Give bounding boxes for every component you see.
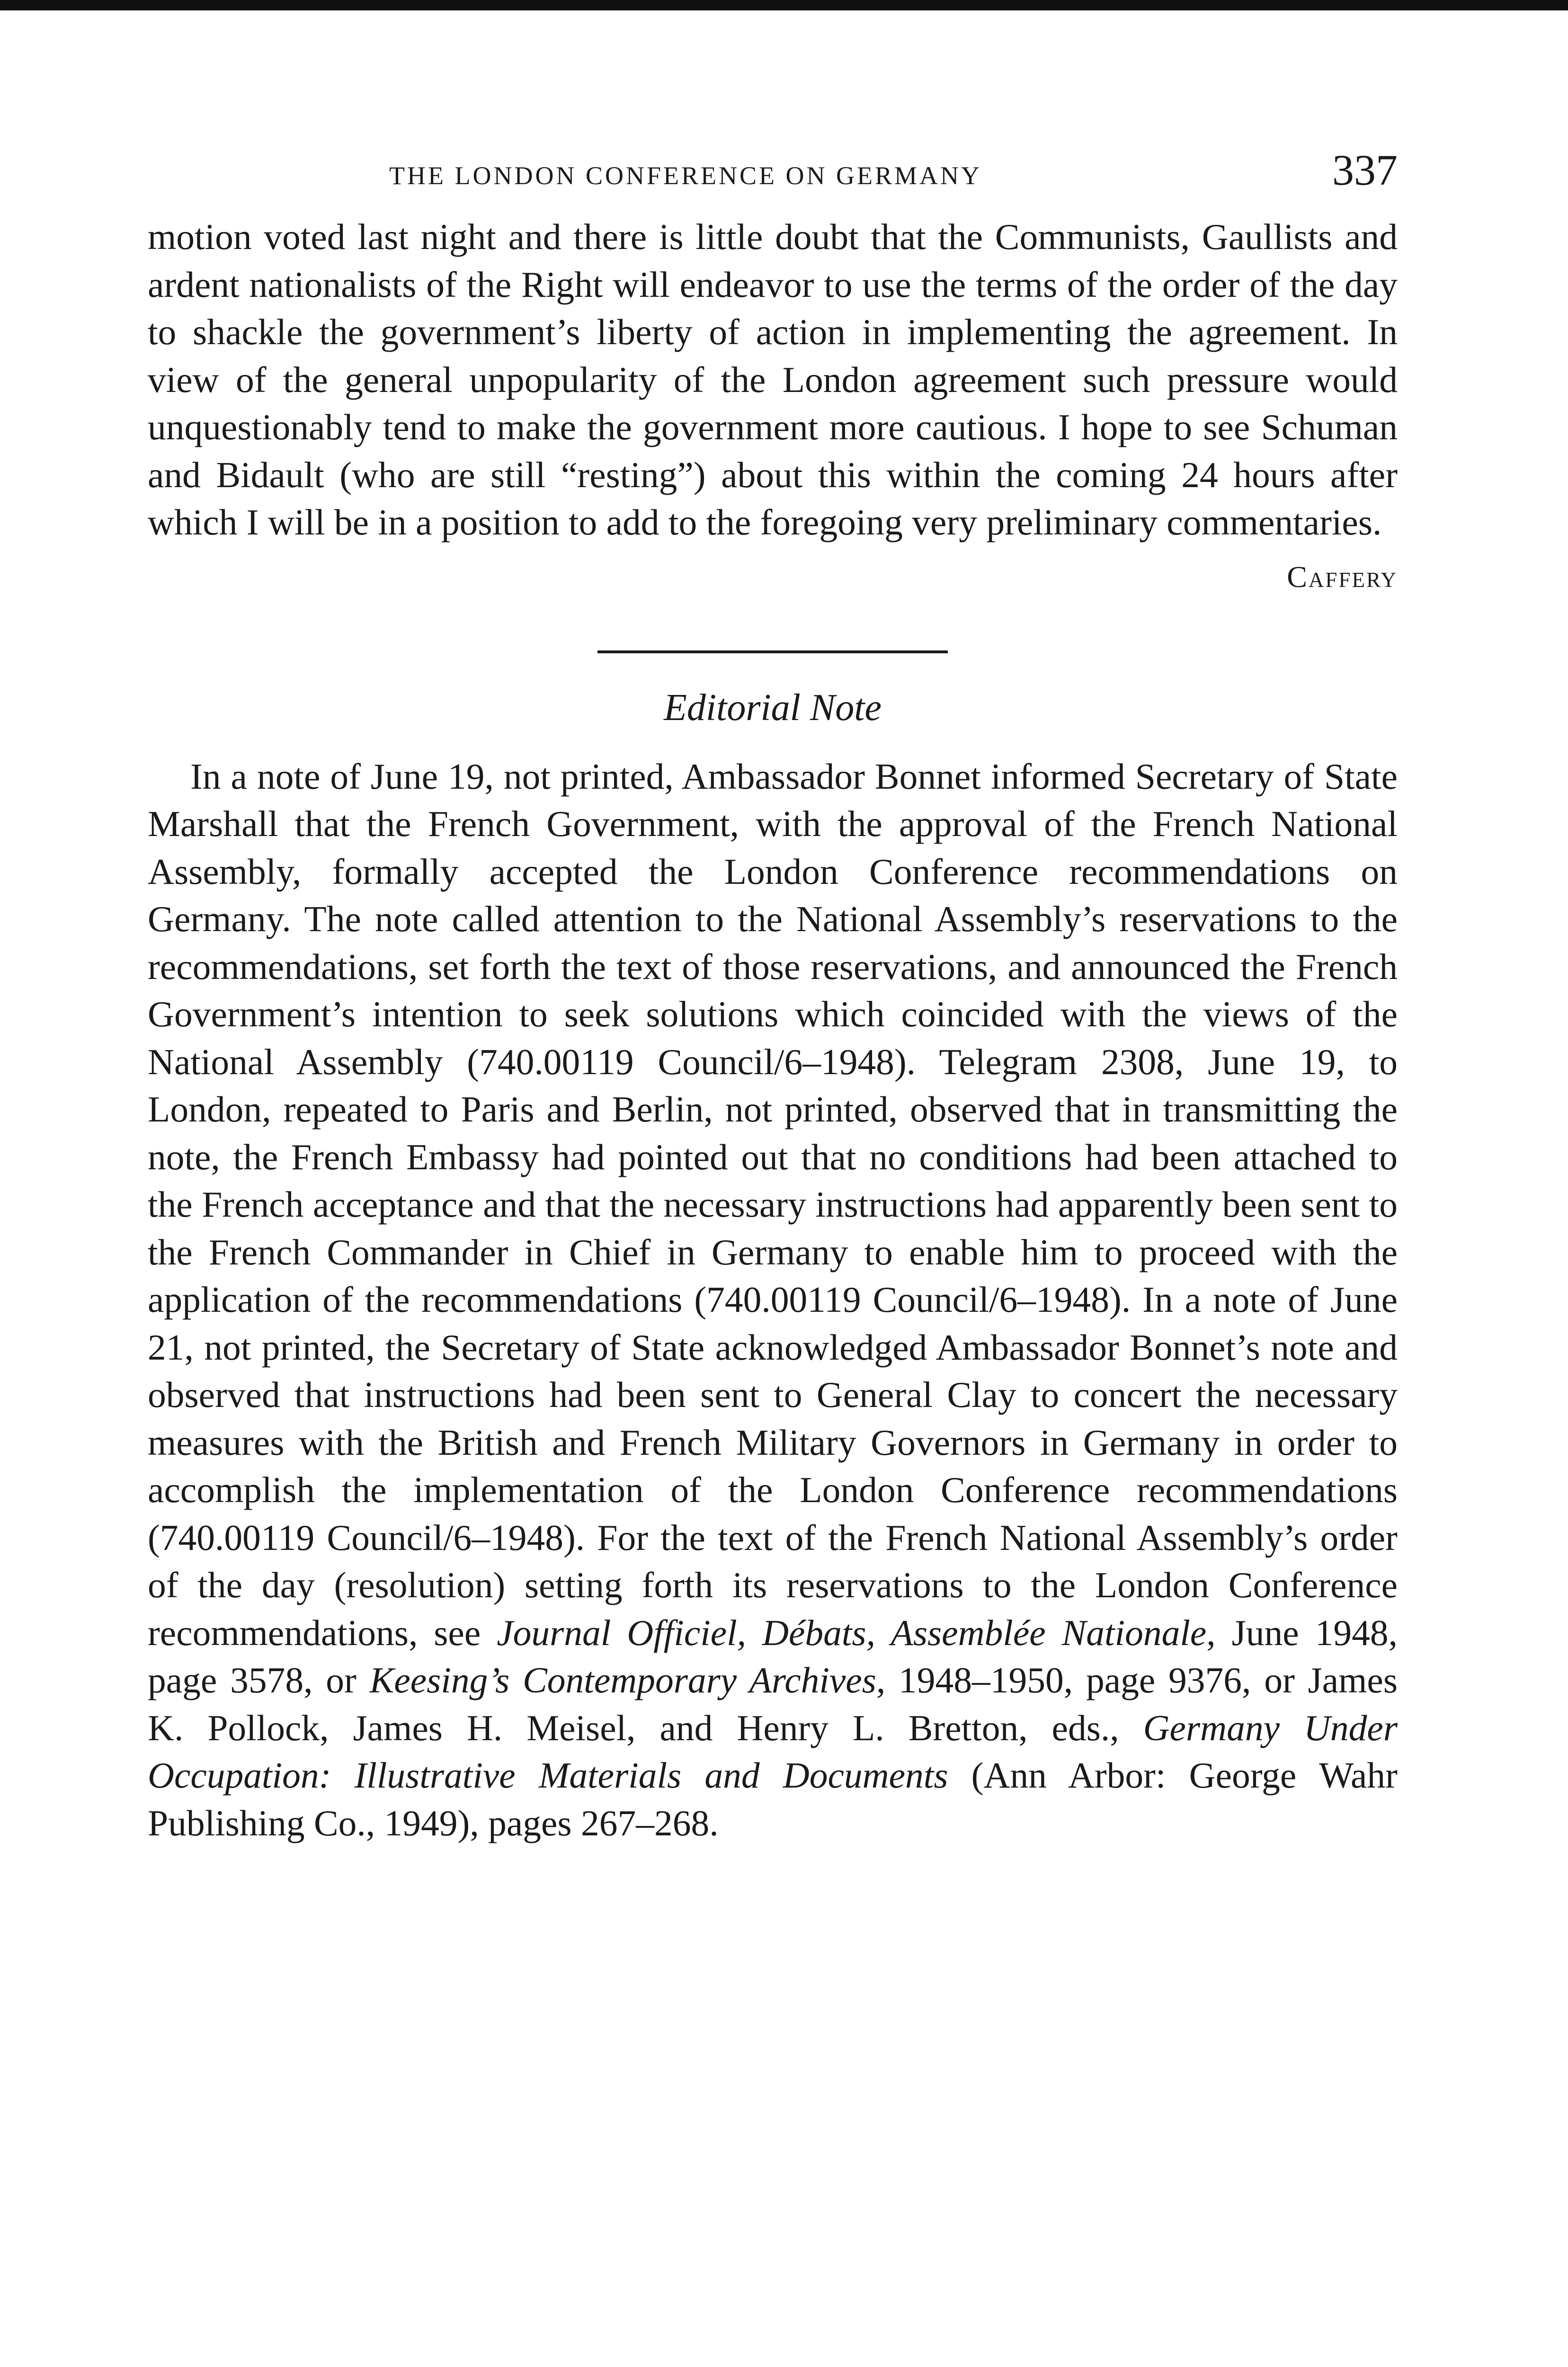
editorial-note-text-2: , June 1948, page 3578, or [148, 1612, 1398, 1700]
editorial-note-text-1: In a note of June 19, not printed, Ambassador Bonnet informed Secretary of State Marshall that the French Government, with the approval of the French National Assembly, formally accepted the London Conference recommendations on Germany. The note called attention to the National Assembly’s reservations to the recommendations, set forth the text of those reservations, and announced the French Government’s intention to seek solutions which coincided with the views of the National Assembly (740.00119 Council/6–1948). Telegram 2308, June 19, to London, repeated to Paris and Berlin, not printed, observed that in transmitting the note, the French Embassy had pointed out that no conditions had been attached to the French acceptance and that the necessary instructions had apparently been sent to the French Commander in Chief in Germany to enable him to proceed with the application of the recommendations (740.00119 Council/6–1948). In a note of June 21, not printed, the Secretary of State acknowledged Ambassador Bonnet’s note and observed that instructions had been sent to General Clay to concert the necessary measures with the British and French Military Governors in Germany in order to accomplish the implementation of the London Conference recommendations (740.00119 Council/6–1948). For the text of the French National Assembly’s order of the day (resolution) setting forth its reservations to the London Conference recommendations, see [148, 756, 1398, 1653]
signature: Caffery [1287, 560, 1398, 594]
editorial-note-heading: Editorial Note [664, 686, 882, 729]
document-page [148, 142, 1398, 1847]
citation-germany-under-occupation: Germany Under Occupation: Illustrative Materials and Documents [148, 1707, 1398, 1796]
continuation-paragraph: motion voted last night and there is little doubt that the Communists, Gaullists and ardent nationalists of the Right will endeavor to use the terms of the order of the day to shackle the government’s liberty of action in implementing the agreement. In view of the general unpopularity of the London agreement such pressure would unquestionably tend to make the government more cautious. I hope to see Schuman and Bidault (who are still “resting”) about this within the coming 24 hours after which I will be in a position to add to the foregoing very preliminary commentaries. [148, 216, 1398, 543]
editorial-note-text-4: (Ann Arbor: George Wahr Publishing Co., 1949), pages 267–268. [148, 1755, 1398, 1843]
section-divider [597, 650, 948, 653]
running-head [148, 142, 1398, 213]
editorial-note-paragraph [148, 753, 1398, 1847]
editorial-note-text-3: , 1948–1950, page 9376, or James K. Pollock, James H. Meisel, and Henry L. Bretton, eds., [148, 1660, 1398, 1748]
citation-journal-officiel: Journal Officiel, Débats, Assemblée Nationale [497, 1612, 1207, 1653]
page-number: 337 [1332, 146, 1398, 194]
citation-keesings: Keesing’s Contemporary Archives [369, 1660, 876, 1700]
page-top-edge [0, 0, 1568, 10]
running-title: THE LONDON CONFERENCE ON GERMANY [389, 161, 982, 190]
